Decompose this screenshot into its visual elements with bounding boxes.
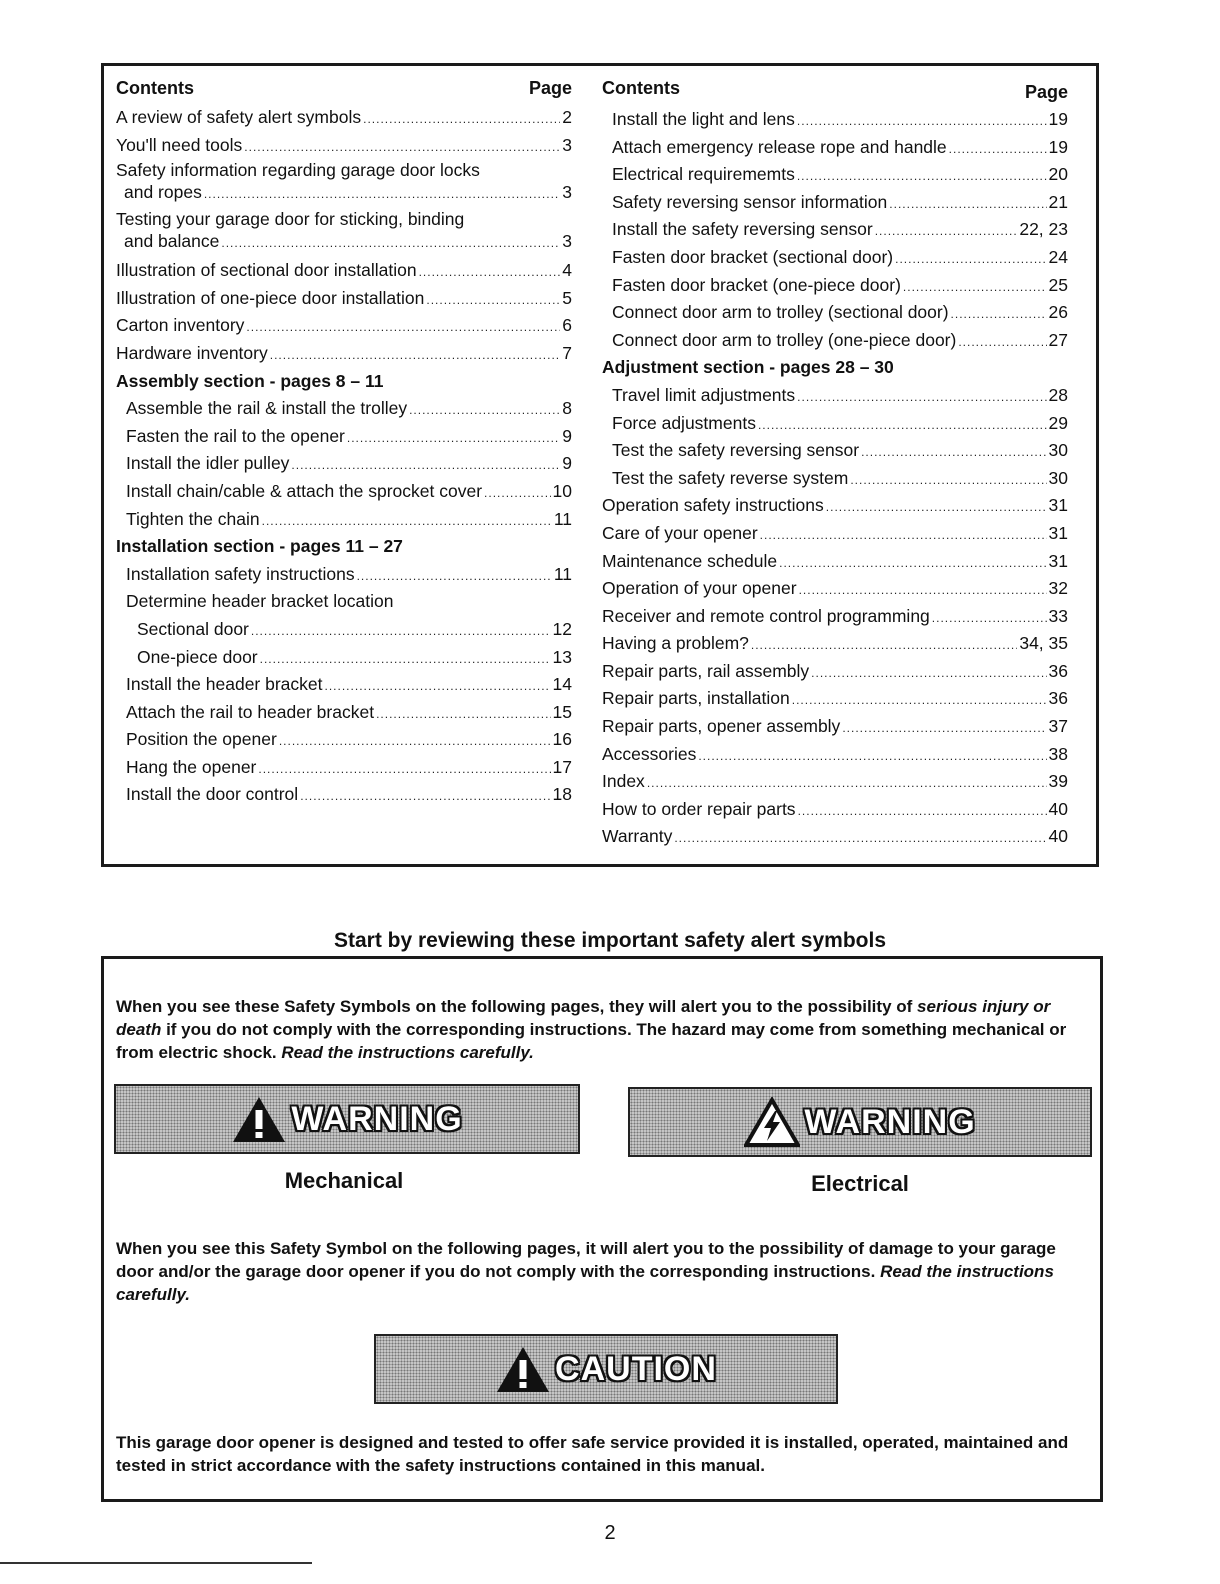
page-heading: Page — [1024, 82, 1068, 102]
toc-entry: Operation of your opener ..... 32 — [602, 575, 1068, 603]
toc-right-column — [602, 78, 1068, 851]
toc-entry: Fasten the rail to the opener ..... 9 — [116, 423, 572, 451]
safety-paragraph-3: This garage door opener is designed and tested to offer safe service provided it is installed, operated, maintained and tested in strict accordance with the safety instructions contained in this manual. — [116, 1433, 1069, 1475]
warning-label: WARNING — [804, 1102, 976, 1141]
warning-triangle-icon — [231, 1094, 287, 1144]
toc-entry: Determine header bracket location — [126, 591, 394, 612]
toc-entry: Attach the rail to header bracket ..... 15 — [116, 699, 572, 727]
safety-paragraph-2: When you see this Safety Symbol on the following pages, it will alert you to the possibility of damage to your garage door and/or the garage door opener if you do not comply with the corresponding instructions. Read the instructions carefully. — [116, 1239, 1056, 1304]
toc-entry: Repair parts, opener assembly ..... 37 — [602, 713, 1068, 741]
toc-entry: Hang the opener ..... 17 — [116, 754, 572, 782]
mechanical-warning-banner — [114, 1084, 580, 1154]
toc-entry: Travel limit adjustments ..... 28 — [602, 382, 1068, 410]
toc-entry: Accessories ..... 38 — [602, 741, 1068, 769]
toc-entry: Install chain/cable & attach the sprocket cover ..... 10 — [116, 478, 572, 506]
toc-entry: A review of safety alert symbols ..... 2 — [116, 104, 572, 132]
toc-entry: Illustration of one-piece door installation ..... 5 — [116, 285, 572, 313]
assembly-section-heading: Assembly section - pages 8 – 11 — [116, 370, 384, 391]
toc-entry: Testing your garage door for sticking, binding and balance ..... 3 — [116, 208, 572, 257]
safety-section-title: Start by reviewing these important safety alert symbols — [333, 929, 886, 952]
contents-heading: Contents — [602, 78, 680, 98]
mechanical-caption: Mechanical — [284, 1168, 404, 1193]
toc-entry: Fasten door bracket (one-piece door) ..... 25 — [602, 272, 1068, 300]
electrical-hazard-icon — [744, 1097, 800, 1147]
caution-label: CAUTION — [555, 1349, 717, 1388]
toc-entry: Installation safety instructions ..... 11 — [116, 561, 572, 589]
toc-entry: Electrical requirememts ..... 20 — [602, 161, 1068, 189]
toc-entry: Connect door arm to trolley (sectional door) ..... 26 — [602, 299, 1068, 327]
toc-entry: Install the light and lens ..... 19 — [602, 106, 1068, 134]
toc-entry: Safety reversing sensor information ..... 21 — [602, 189, 1068, 217]
toc-entry: Care of your opener ..... 31 — [602, 520, 1068, 548]
toc-entry: Connect door arm to trolley (one-piece door) ..... 27 — [602, 327, 1068, 355]
page-number: 2 — [604, 1522, 616, 1544]
toc-entry: One-piece door ..... 13 — [116, 644, 572, 672]
caution-triangle-icon — [495, 1344, 551, 1394]
toc-entry: Maintenance schedule ..... 31 — [602, 548, 1068, 576]
toc-entry: Test the safety reverse system ..... 30 — [602, 465, 1068, 493]
toc-entry: Force adjustments ..... 29 — [602, 410, 1068, 438]
toc-entry: Install the door control ..... 18 — [116, 781, 572, 809]
toc-entry: Install the header bracket ..... 14 — [116, 671, 572, 699]
toc-entry: You'll need tools ..... 3 — [116, 132, 572, 160]
toc-entry: Hardware inventory ..... 7 — [116, 340, 572, 368]
toc-entry: Tighten the chain ..... 11 — [116, 506, 572, 534]
toc-entry: Install the safety reversing sensor ..... 22, 23 — [602, 216, 1068, 244]
toc-entry: Carton inventory ..... 6 — [116, 312, 572, 340]
toc-entry: Illustration of sectional door installation ..... 4 — [116, 257, 572, 285]
electrical-caption: Electrical — [811, 1171, 909, 1196]
safety-paragraph-1: When you see these Safety Symbols on the following pages, they will alert you to the possibility of serious injury or death if you do not comply with the corresponding instructions. The hazard may come from something mechanical or from electric shock. Read the instructions carefully. — [116, 997, 1067, 1062]
toc-entry: Test the safety reversing sensor ..... 30 — [602, 437, 1068, 465]
adjustment-section-heading: Adjustment section - pages 28 – 30 — [602, 357, 894, 378]
toc-entry: Having a problem? ..... 34, 35 — [602, 630, 1068, 658]
toc-header — [116, 78, 572, 104]
safety-symbols-box — [101, 956, 1103, 1502]
electrical-warning-banner — [628, 1087, 1092, 1157]
caution-banner — [374, 1334, 838, 1404]
toc-entry: Attach emergency release rope and handle ..... 19 — [602, 134, 1068, 162]
installation-section-heading: Installation section - pages 11 – 27 — [116, 536, 403, 557]
toc-entry: Sectional door ..... 12 — [116, 616, 572, 644]
table-of-contents — [101, 63, 1099, 867]
toc-entry: Fasten door bracket (sectional door) ..... 24 — [602, 244, 1068, 272]
toc-entry: Repair parts, installation ..... 36 — [602, 685, 1068, 713]
toc-entry: Install the idler pulley ..... 9 — [116, 450, 572, 478]
toc-entry: Operation safety instructions ..... 31 — [602, 492, 1068, 520]
toc-entry: Receiver and remote control programming ..... 33 — [602, 603, 1068, 631]
warning-label: WARNING — [291, 1099, 463, 1138]
toc-entry: Assemble the rail & install the trolley ..... 8 — [116, 395, 572, 423]
contents-heading: Contents — [116, 78, 194, 98]
toc-entry: Repair parts, rail assembly ..... 36 — [602, 658, 1068, 686]
footer-rule — [0, 1562, 312, 1564]
toc-left-column — [116, 78, 572, 809]
toc-entry: Safety information regarding garage door locks and ropes ..... 3 — [116, 159, 572, 208]
toc-entry: How to order repair parts ..... 40 — [602, 796, 1068, 824]
page-heading: Page — [528, 78, 572, 98]
toc-entry: Position the opener ..... 16 — [116, 726, 572, 754]
toc-entry: Index ..... 39 — [602, 768, 1068, 796]
toc-header — [602, 78, 1068, 106]
toc-entry: Warranty ..... 40 — [602, 823, 1068, 851]
